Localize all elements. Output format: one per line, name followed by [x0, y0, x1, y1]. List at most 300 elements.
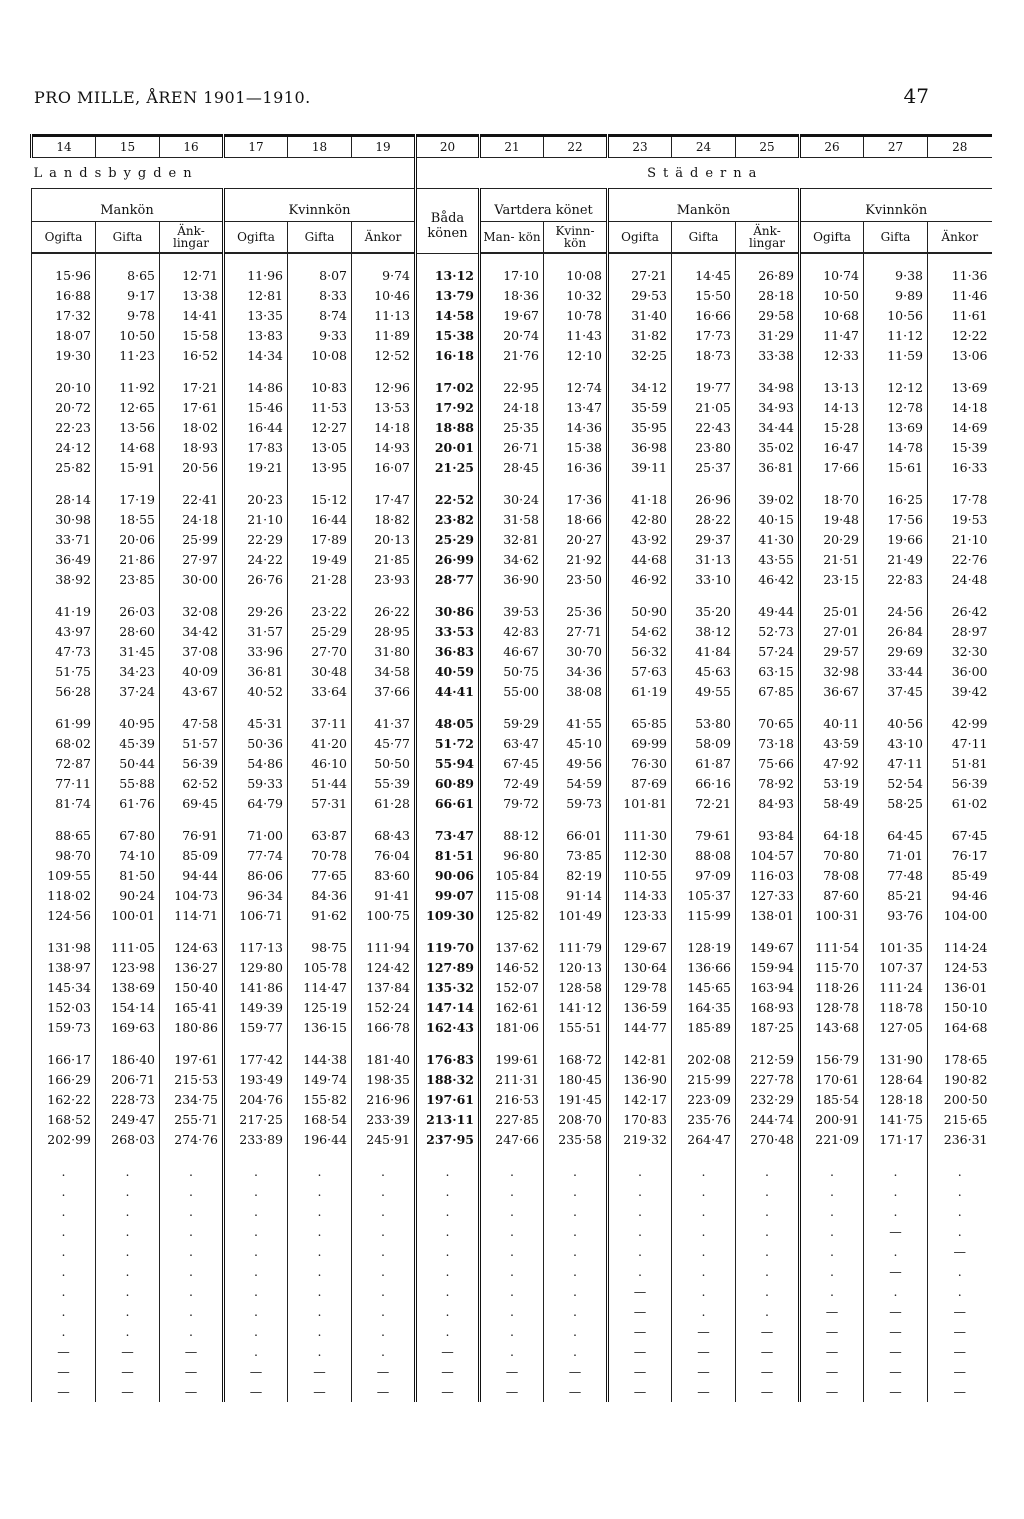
table-cell: —: [864, 1342, 928, 1362]
table-cell: 19·21: [224, 458, 288, 478]
table-cell: 163·94: [736, 978, 800, 998]
table-cell: 67·80: [96, 826, 160, 846]
table-cell: 116·03: [736, 866, 800, 886]
table-cell: .: [96, 1302, 160, 1322]
table-cell: 216·96: [352, 1090, 416, 1110]
table-row: [32, 794, 992, 814]
table-cell: 16·33: [928, 458, 992, 478]
table-cell: .: [672, 1282, 736, 1302]
spacer-cell: [224, 926, 288, 938]
right-mankon-header: Mankön: [608, 189, 800, 222]
table-cell: 22·23: [32, 418, 96, 438]
table-cell: .: [544, 1202, 608, 1222]
table-cell: 16·88: [32, 286, 96, 306]
spacer-cell: [96, 814, 160, 826]
table-cell: 10·32: [544, 286, 608, 306]
tail-row: [32, 1222, 992, 1242]
table-cell: .: [224, 1242, 288, 1262]
table-cell: 14·13: [800, 398, 864, 418]
spacer-cell: [928, 590, 992, 602]
spacer-cell: [928, 366, 992, 378]
table-cell: 18·73: [672, 346, 736, 366]
table-cell: 18·93: [160, 438, 224, 458]
table-cell: 73·18: [736, 734, 800, 754]
table-row: [32, 418, 992, 438]
spacer-cell: [608, 926, 672, 938]
spacer-cell: [544, 814, 608, 826]
table-cell: 14·36: [544, 418, 608, 438]
table-cell: 142·17: [608, 1090, 672, 1110]
table-cell: 24·48: [928, 570, 992, 590]
spacer-cell: [160, 702, 224, 714]
table-cell: .: [544, 1262, 608, 1282]
table-cell: 17·19: [96, 490, 160, 510]
table-cell: 168·93: [736, 998, 800, 1018]
table-cell: 208·70: [544, 1110, 608, 1130]
table-cell: 70·78: [288, 846, 352, 866]
table-cell: 185·89: [672, 1018, 736, 1038]
table-cell: .: [416, 1202, 480, 1222]
table-cell: 15·46: [224, 398, 288, 418]
table-cell: 177·42: [224, 1050, 288, 1070]
table-cell: —: [864, 1302, 928, 1322]
table-cell: .: [224, 1182, 288, 1202]
table-cell: 23·93: [352, 570, 416, 590]
table-cell: 115·99: [672, 906, 736, 926]
spacer-cell: [96, 1038, 160, 1050]
table-cell: 29·53: [608, 286, 672, 306]
table-cell: .: [672, 1302, 736, 1322]
table-cell: 51·44: [288, 774, 352, 794]
table-cell: .: [416, 1322, 480, 1342]
table-cell: 28·97: [928, 622, 992, 642]
table-cell: 37·11: [288, 714, 352, 734]
table-cell: .: [288, 1282, 352, 1302]
table-cell: 138·97: [32, 958, 96, 978]
table-cell: 13·79: [416, 286, 480, 306]
ogifta-header: Ogifta: [224, 222, 288, 254]
table-cell: 180·86: [160, 1018, 224, 1038]
table-cell: 81·51: [416, 846, 480, 866]
spacer-cell: [864, 590, 928, 602]
spacer-cell: [160, 1150, 224, 1162]
table-cell: 24·56: [864, 602, 928, 622]
spacer-cell: [288, 702, 352, 714]
table-cell: 62·52: [160, 774, 224, 794]
table-cell: .: [928, 1262, 992, 1282]
table-cell: .: [96, 1262, 160, 1282]
table-cell: .: [864, 1162, 928, 1182]
table-cell: 70·80: [800, 846, 864, 866]
table-cell: —: [96, 1362, 160, 1382]
table-cell: .: [864, 1242, 928, 1262]
table-cell: .: [608, 1262, 672, 1282]
table-cell: 216·53: [480, 1090, 544, 1110]
table-cell: —: [160, 1342, 224, 1362]
table-cell: 41·19: [32, 602, 96, 622]
table-cell: .: [736, 1262, 800, 1282]
column-number: 24: [672, 136, 736, 158]
spacer-cell: [32, 253, 96, 266]
tail-row: [32, 1282, 992, 1302]
table-cell: 159·73: [32, 1018, 96, 1038]
spacer-cell: [608, 814, 672, 826]
table-cell: 149·74: [288, 1070, 352, 1090]
table-cell: 137·62: [480, 938, 544, 958]
table-cell: 115·08: [480, 886, 544, 906]
table-cell: 9·89: [864, 286, 928, 306]
table-cell: .: [160, 1242, 224, 1262]
table-cell: 87·60: [800, 886, 864, 906]
table-cell: 128·18: [864, 1090, 928, 1110]
table-cell: .: [480, 1162, 544, 1182]
sex-header-row: [32, 189, 992, 222]
table-cell: 64·79: [224, 794, 288, 814]
table-cell: —: [608, 1382, 672, 1402]
table-cell: 69·45: [160, 794, 224, 814]
spacer-cell: [864, 1038, 928, 1050]
table-cell: 49·44: [736, 602, 800, 622]
spacer-cell: [672, 478, 736, 490]
table-cell: 20·23: [224, 490, 288, 510]
table-cell: 31·40: [608, 306, 672, 326]
table-cell: 165·41: [160, 998, 224, 1018]
table-cell: 152·24: [352, 998, 416, 1018]
tail-row: [32, 1382, 992, 1402]
table-cell: 219·32: [608, 1130, 672, 1150]
table-cell: 33·38: [736, 346, 800, 366]
table-cell: 21·10: [224, 510, 288, 530]
table-cell: 200·91: [800, 1110, 864, 1130]
table-cell: 40·09: [160, 662, 224, 682]
spacer-cell: [544, 478, 608, 490]
table-cell: 18·55: [96, 510, 160, 530]
table-cell: .: [224, 1262, 288, 1282]
table-cell: 196·44: [288, 1130, 352, 1150]
table-cell: 30·86: [416, 602, 480, 622]
table-cell: 154·14: [96, 998, 160, 1018]
group-row: [32, 158, 992, 189]
table-row: [32, 1070, 992, 1090]
table-cell: 32·25: [608, 346, 672, 366]
table-cell: 59·73: [544, 794, 608, 814]
table-cell: 12·81: [224, 286, 288, 306]
spacer-cell: [928, 1038, 992, 1050]
table-cell: 25·99: [160, 530, 224, 550]
table-cell: 40·11: [800, 714, 864, 734]
table-cell: 22·95: [480, 378, 544, 398]
table-cell: 156·79: [800, 1050, 864, 1070]
table-cell: 155·51: [544, 1018, 608, 1038]
table-cell: 15·38: [544, 438, 608, 458]
table-cell: 56·28: [32, 682, 96, 702]
table-cell: —: [224, 1362, 288, 1382]
table-cell: 14·34: [224, 346, 288, 366]
spacer-cell: [224, 478, 288, 490]
spacer-cell: [160, 814, 224, 826]
table-cell: .: [352, 1262, 416, 1282]
spacer-cell: [416, 478, 480, 490]
table-cell: 71·01: [864, 846, 928, 866]
table-cell: .: [416, 1182, 480, 1202]
table-cell: —: [800, 1382, 864, 1402]
spacer-cell: [736, 1150, 800, 1162]
table-cell: 17·92: [416, 398, 480, 418]
table-cell: —: [352, 1362, 416, 1382]
table-row: [32, 1130, 992, 1150]
table-cell: 14·86: [224, 378, 288, 398]
spacer-cell: [736, 478, 800, 490]
table-cell: 27·21: [608, 266, 672, 286]
table-cell: 16·25: [864, 490, 928, 510]
table-row: [32, 326, 992, 346]
spacer-cell: [928, 702, 992, 714]
spacer-cell: [288, 926, 352, 938]
table-cell: 181·06: [480, 1018, 544, 1038]
table-cell: 11·96: [224, 266, 288, 286]
table-cell: 12·12: [864, 378, 928, 398]
table-cell: 36·49: [32, 550, 96, 570]
table-cell: 32·81: [480, 530, 544, 550]
table-cell: 118·02: [32, 886, 96, 906]
table-cell: —: [800, 1302, 864, 1322]
group-staderna: Städerna: [416, 158, 992, 189]
table-cell: 8·65: [96, 266, 160, 286]
tail-row: [32, 1162, 992, 1182]
table-cell: .: [480, 1262, 544, 1282]
table-cell: 124·56: [32, 906, 96, 926]
table-cell: 26·76: [224, 570, 288, 590]
spacer-cell: [160, 926, 224, 938]
table-cell: .: [672, 1262, 736, 1282]
spacer-cell: [352, 1038, 416, 1050]
table-row: [32, 398, 992, 418]
table-cell: .: [544, 1222, 608, 1242]
table-cell: 12·27: [288, 418, 352, 438]
table-cell: 168·54: [288, 1110, 352, 1130]
table-cell: —: [352, 1382, 416, 1402]
table-cell: .: [224, 1342, 288, 1362]
table-cell: 141·75: [864, 1110, 928, 1130]
table-cell: 11·92: [96, 378, 160, 398]
table-cell: 166·29: [32, 1070, 96, 1090]
table-cell: 13·06: [928, 346, 992, 366]
table-cell: 68·02: [32, 734, 96, 754]
table-cell: 56·39: [160, 754, 224, 774]
table-cell: 98·70: [32, 846, 96, 866]
table-cell: 270·48: [736, 1130, 800, 1150]
table-cell: 37·45: [864, 682, 928, 702]
table-cell: .: [288, 1262, 352, 1282]
table-row: [32, 886, 992, 906]
table-cell: .: [352, 1342, 416, 1362]
table-cell: 17·47: [352, 490, 416, 510]
ankor-header: Änkor: [928, 222, 992, 254]
table-cell: 43·10: [864, 734, 928, 754]
table-cell: .: [608, 1202, 672, 1222]
group-spacer: [32, 1150, 992, 1162]
table-cell: 170·83: [608, 1110, 672, 1130]
table-cell: 136·15: [288, 1018, 352, 1038]
table-cell: 221·09: [800, 1130, 864, 1150]
table-cell: 40·95: [96, 714, 160, 734]
table-cell: .: [416, 1162, 480, 1182]
table-cell: 25·36: [544, 602, 608, 622]
table-cell: 77·11: [32, 774, 96, 794]
spacer-cell: [928, 814, 992, 826]
table-cell: 104·73: [160, 886, 224, 906]
spacer-cell: [352, 1150, 416, 1162]
table-cell: 30·00: [160, 570, 224, 590]
table-row: [32, 774, 992, 794]
table-cell: —: [32, 1362, 96, 1382]
table-cell: 55·88: [96, 774, 160, 794]
table-cell: 28·18: [736, 286, 800, 306]
spacer-cell: [544, 702, 608, 714]
table-cell: 274·76: [160, 1130, 224, 1150]
table-cell: .: [480, 1222, 544, 1242]
table-body: [32, 253, 992, 1402]
spacer-cell: [928, 926, 992, 938]
table-cell: 70·65: [736, 714, 800, 734]
spacer-cell: [800, 366, 864, 378]
table-cell: 255·71: [160, 1110, 224, 1130]
table-cell: 15·38: [416, 326, 480, 346]
table-cell: .: [352, 1182, 416, 1202]
spacer-cell: [352, 702, 416, 714]
table-cell: 39·42: [928, 682, 992, 702]
table-cell: .: [96, 1182, 160, 1202]
table-cell: 24·18: [480, 398, 544, 418]
table-cell: 11·61: [928, 306, 992, 326]
spacer-cell: [480, 702, 544, 714]
table-cell: 34·62: [480, 550, 544, 570]
table-cell: 37·24: [96, 682, 160, 702]
table-cell: 36·83: [416, 642, 480, 662]
table-cell: 85·49: [928, 866, 992, 886]
table-cell: 136·59: [608, 998, 672, 1018]
table-cell: 35·95: [608, 418, 672, 438]
table-cell: 29·58: [736, 306, 800, 326]
table-cell: 18·02: [160, 418, 224, 438]
group-spacer: [32, 478, 992, 490]
table-cell: 12·65: [96, 398, 160, 418]
ogifta-header: Ogifta: [800, 222, 864, 254]
table-cell: 145·34: [32, 978, 96, 998]
spacer-cell: [608, 366, 672, 378]
table-row: [32, 734, 992, 754]
table-cell: 85·09: [160, 846, 224, 866]
table-cell: 76·17: [928, 846, 992, 866]
spacer-cell: [608, 1150, 672, 1162]
table-cell: 79·61: [672, 826, 736, 846]
table-cell: 49·55: [672, 682, 736, 702]
table-row: [32, 846, 992, 866]
table-cell: 21·49: [864, 550, 928, 570]
spacer-cell: [480, 1038, 544, 1050]
table-cell: 18·88: [416, 418, 480, 438]
table-cell: 186·40: [96, 1050, 160, 1070]
table-cell: —: [864, 1362, 928, 1382]
table-cell: 26·22: [352, 602, 416, 622]
table-cell: 14·41: [160, 306, 224, 326]
table-cell: 54·59: [544, 774, 608, 794]
table-cell: 123·98: [96, 958, 160, 978]
table-cell: 20·01: [416, 438, 480, 458]
spacer-cell: [288, 366, 352, 378]
table-cell: 10·56: [864, 306, 928, 326]
table-row: [32, 458, 992, 478]
table-cell: 136·27: [160, 958, 224, 978]
table-cell: 120·13: [544, 958, 608, 978]
table-cell: 181·40: [352, 1050, 416, 1070]
table-cell: .: [608, 1182, 672, 1202]
table-cell: 44·68: [608, 550, 672, 570]
table-cell: .: [352, 1222, 416, 1242]
table-cell: 159·77: [224, 1018, 288, 1038]
table-cell: 25·29: [416, 530, 480, 550]
table-cell: 101·81: [608, 794, 672, 814]
column-number-row: [32, 136, 992, 158]
table-cell: 77·65: [288, 866, 352, 886]
table-cell: 58·25: [864, 794, 928, 814]
spacer-cell: [160, 590, 224, 602]
table-cell: 34·23: [96, 662, 160, 682]
table-cell: 13·38: [160, 286, 224, 306]
table-cell: 16·47: [800, 438, 864, 458]
table-row: [32, 1050, 992, 1070]
spacer-cell: [544, 1150, 608, 1162]
table-cell: 46·10: [288, 754, 352, 774]
table-cell: 33·53: [416, 622, 480, 642]
table-cell: 20·74: [480, 326, 544, 346]
table-cell: 45·39: [96, 734, 160, 754]
table-cell: .: [160, 1182, 224, 1202]
table-cell: 45·10: [544, 734, 608, 754]
table-cell: 52·73: [736, 622, 800, 642]
table-cell: 107·37: [864, 958, 928, 978]
table-cell: 96·34: [224, 886, 288, 906]
spacer-cell: [736, 702, 800, 714]
table-row: [32, 1090, 992, 1110]
gifta-header: Gifta: [288, 222, 352, 254]
table-cell: —: [480, 1382, 544, 1402]
spacer-cell: [672, 366, 736, 378]
table-cell: 30·24: [480, 490, 544, 510]
table-cell: 50·44: [96, 754, 160, 774]
ankor-header: Änkor: [352, 222, 416, 254]
table-cell: 28·60: [96, 622, 160, 642]
table-cell: 91·62: [288, 906, 352, 926]
spacer-cell: [288, 590, 352, 602]
table-cell: 17·83: [224, 438, 288, 458]
table-cell: 61·02: [928, 794, 992, 814]
column-number: 19: [352, 136, 416, 158]
spacer-cell: [416, 253, 480, 266]
table-cell: 129·67: [608, 938, 672, 958]
table-cell: 117·13: [224, 938, 288, 958]
table-row: [32, 490, 992, 510]
table-row: [32, 642, 992, 662]
table-row: [32, 866, 992, 886]
table-cell: 170·61: [800, 1070, 864, 1090]
table-cell: 91·41: [352, 886, 416, 906]
table-cell: 40·52: [224, 682, 288, 702]
spacer-cell: [288, 253, 352, 266]
spacer-cell: [544, 366, 608, 378]
spacer-cell: [32, 478, 96, 490]
table-cell: 136·66: [672, 958, 736, 978]
